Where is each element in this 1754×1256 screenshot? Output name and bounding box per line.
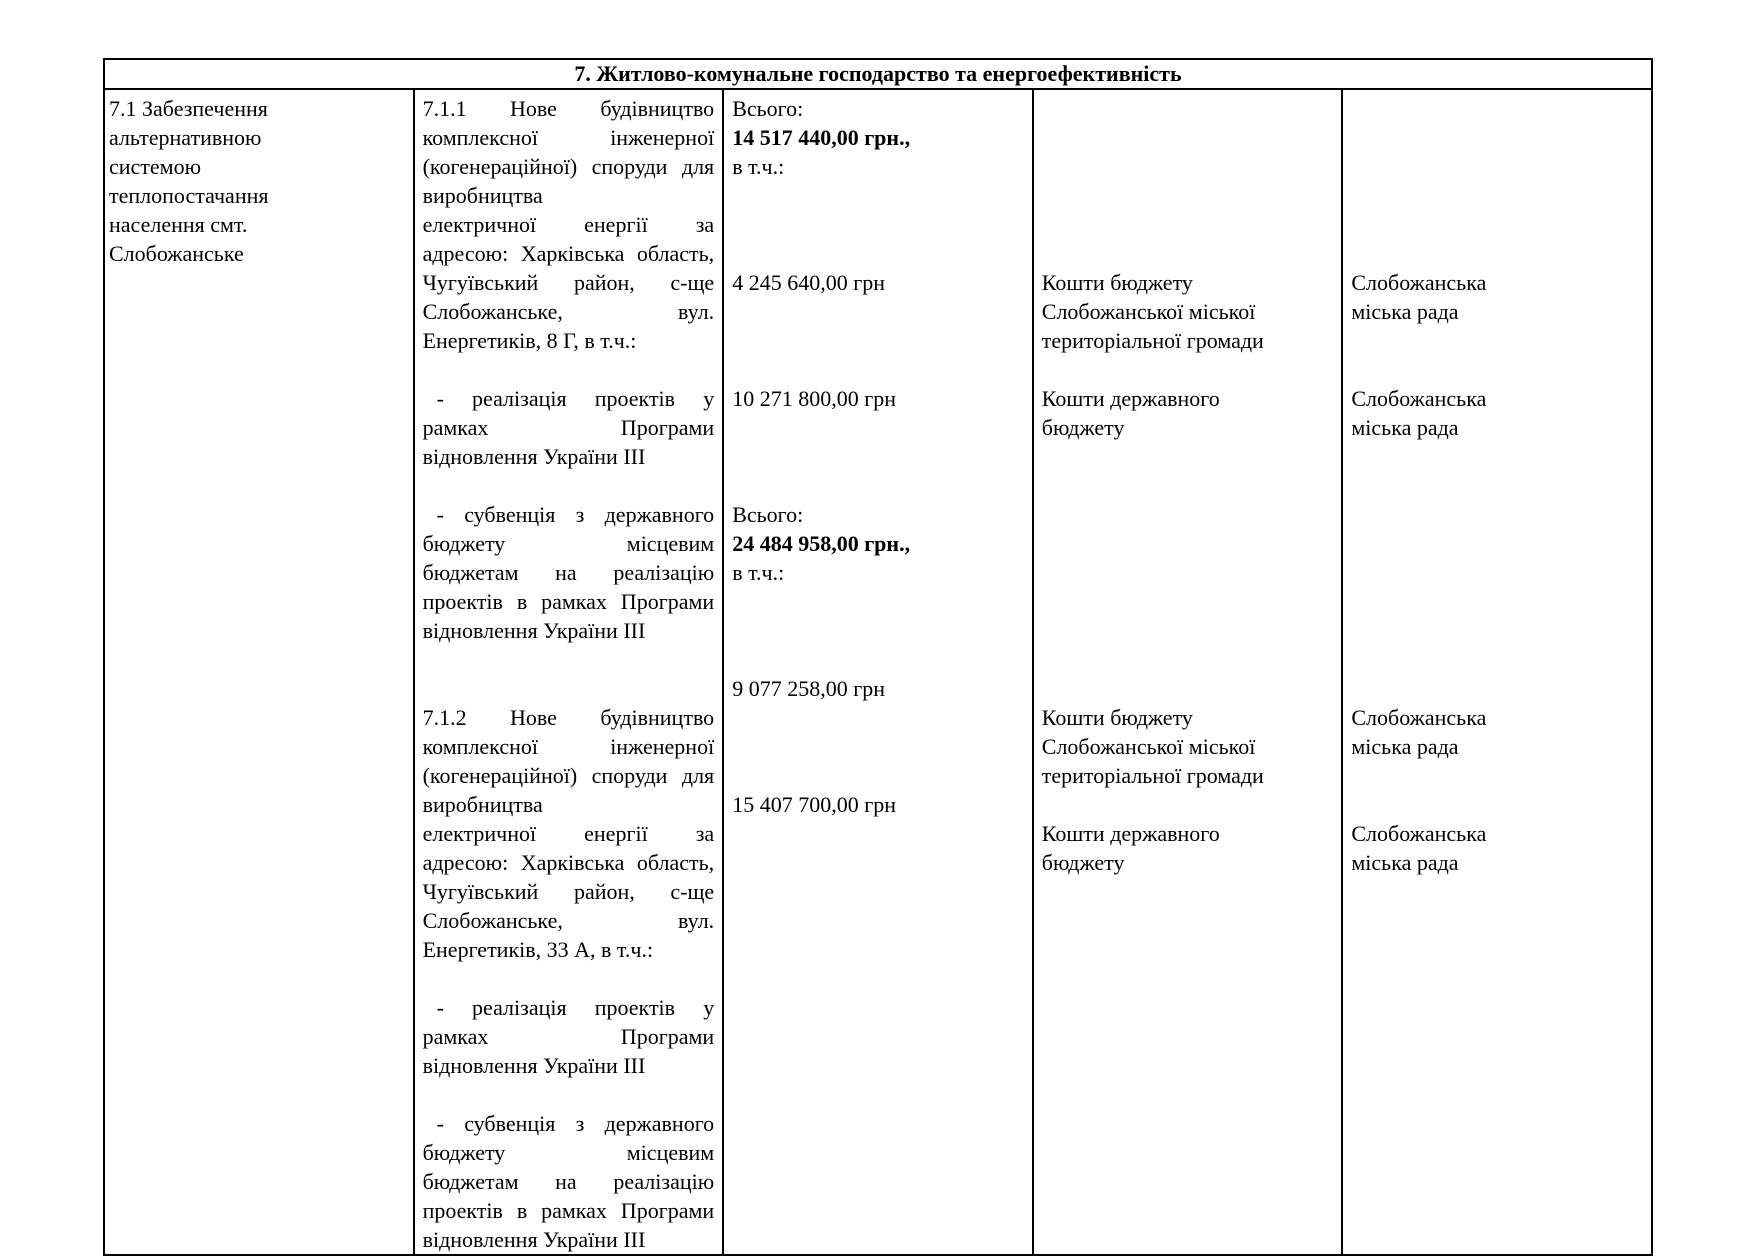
project-2-item-2-description	[423, 1109, 715, 1254]
item-amount: 10 271 800,00 грн	[732, 386, 896, 411]
description-line: Чугуївський район, с-ще Слобожанське, вул.	[422, 879, 715, 933]
item-amount: 9 077 258,00 грн	[732, 676, 885, 701]
project-2-description	[423, 703, 715, 964]
total-suffix: в т.ч.:	[732, 560, 785, 585]
project-1-item-2-description	[423, 500, 715, 645]
spacer	[1351, 94, 1643, 268]
funding-line: Слобожанської міської	[1041, 734, 1256, 759]
project-2-item-1-description	[423, 993, 715, 1080]
item-description-line: - реалізація проектів у рамках Програми	[422, 995, 715, 1049]
total-label: Всього:	[732, 502, 804, 527]
funding-line: Кошти бюджету	[1041, 705, 1193, 730]
executor-line: міська рада	[1351, 850, 1459, 875]
item-description-line: - субвенція з державного бюджету місцевим	[422, 1111, 715, 1165]
funding-line: Слобожанської міської	[1041, 299, 1256, 324]
cell-executor	[1342, 89, 1652, 1255]
item-description-line: відновлення України III	[422, 1227, 646, 1252]
item-amount: 15 407 700,00 грн	[732, 792, 896, 817]
item-description-line: відновлення України III	[422, 1053, 646, 1078]
item-description-line: бюджетам на реалізацію проектів в рамках Програми	[422, 1169, 715, 1223]
spacer	[423, 1080, 715, 1109]
description-line: електричної енергії за адресою: Харківська область,	[422, 821, 715, 875]
section-title: 7. Житлово-комунальне господарство та енергоефективність	[104, 59, 1652, 89]
item-description-line: відновлення України III	[422, 444, 646, 469]
objective-line: системою	[109, 154, 202, 179]
program-row	[104, 89, 1652, 1255]
budget-program-table	[103, 58, 1653, 1256]
spacer	[423, 645, 715, 703]
spacer	[1351, 326, 1643, 384]
spacer	[732, 413, 1024, 500]
item-description-line: відновлення України III	[422, 618, 646, 643]
executor-line: Слобожанська	[1351, 821, 1487, 846]
spacer	[1351, 442, 1643, 703]
spacer	[423, 964, 715, 993]
section-header-row	[104, 59, 1652, 89]
funding-line: територіальної громади	[1041, 763, 1264, 788]
funding-line: бюджету	[1041, 850, 1125, 875]
spacer	[1042, 790, 1334, 819]
cell-descriptions	[414, 89, 724, 1255]
project-1-item-1-description	[423, 384, 715, 471]
item-description-line: - субвенція з державного бюджету місцевим	[422, 502, 715, 556]
spacer	[1042, 442, 1334, 703]
description-line: Енергетиків, 33 А, в т.ч.:	[422, 937, 654, 962]
description-line: 7.1.1 Нове будівництво комплексної інженерної	[422, 96, 715, 150]
executor-line: міська рада	[1351, 415, 1459, 440]
spacer	[1042, 355, 1334, 384]
spacer	[1042, 94, 1334, 268]
executor-line: міська рада	[1351, 299, 1459, 324]
executor-line: міська рада	[1351, 734, 1459, 759]
objective-line: населення смт.	[109, 212, 248, 237]
spacer	[732, 297, 1024, 384]
description-line: (когенераційної) споруди для виробництва	[422, 763, 715, 817]
objective-line: Слобожанське	[109, 241, 244, 266]
item-amount: 4 245 640,00 грн	[732, 270, 885, 295]
cell-funding-source	[1033, 89, 1343, 1255]
cell-amounts	[723, 89, 1033, 1255]
executor-line: Слобожанська	[1351, 270, 1487, 295]
description-line: Чугуївський район, с-ще Слобожанське, вул.	[422, 270, 715, 324]
funding-line: Кошти державного	[1041, 386, 1220, 411]
description-line: електричної енергії за адресою: Харківська область,	[422, 212, 715, 266]
objective-line: 7.1 Забезпечення	[109, 96, 268, 121]
cell-objective	[104, 89, 414, 1255]
executor-line: Слобожанська	[1351, 705, 1487, 730]
spacer	[423, 355, 715, 384]
spacer	[732, 703, 1024, 790]
funding-line: бюджету	[1041, 415, 1125, 440]
spacer	[423, 471, 715, 500]
executor-line: Слобожанська	[1351, 386, 1487, 411]
item-description-line: - реалізація проектів у рамках Програми	[422, 386, 715, 440]
spacer	[732, 587, 1024, 674]
objective-line: теплопостачання	[109, 183, 269, 208]
project-1-description	[423, 94, 715, 355]
total-label: Всього:	[732, 96, 804, 121]
funding-line: територіальної громади	[1041, 328, 1264, 353]
spacer	[1351, 761, 1643, 819]
description-line: (когенераційної) споруди для виробництва	[422, 154, 715, 208]
spacer	[732, 181, 1024, 268]
objective-line: альтернативною	[109, 125, 262, 150]
total-suffix: в т.ч.:	[732, 154, 785, 179]
description-line: Енергетиків, 8 Г, в т.ч.:	[422, 328, 637, 353]
item-description-line: бюджетам на реалізацію проектів в рамках Програми	[422, 560, 715, 614]
funding-line: Кошти бюджету	[1041, 270, 1193, 295]
funding-line: Кошти державного	[1041, 821, 1220, 846]
total-amount: 14 517 440,00 грн.,	[732, 125, 911, 150]
total-amount: 24 484 958,00 грн.,	[732, 531, 911, 556]
description-line: 7.1.2 Нове будівництво комплексної інженерної	[422, 705, 715, 759]
